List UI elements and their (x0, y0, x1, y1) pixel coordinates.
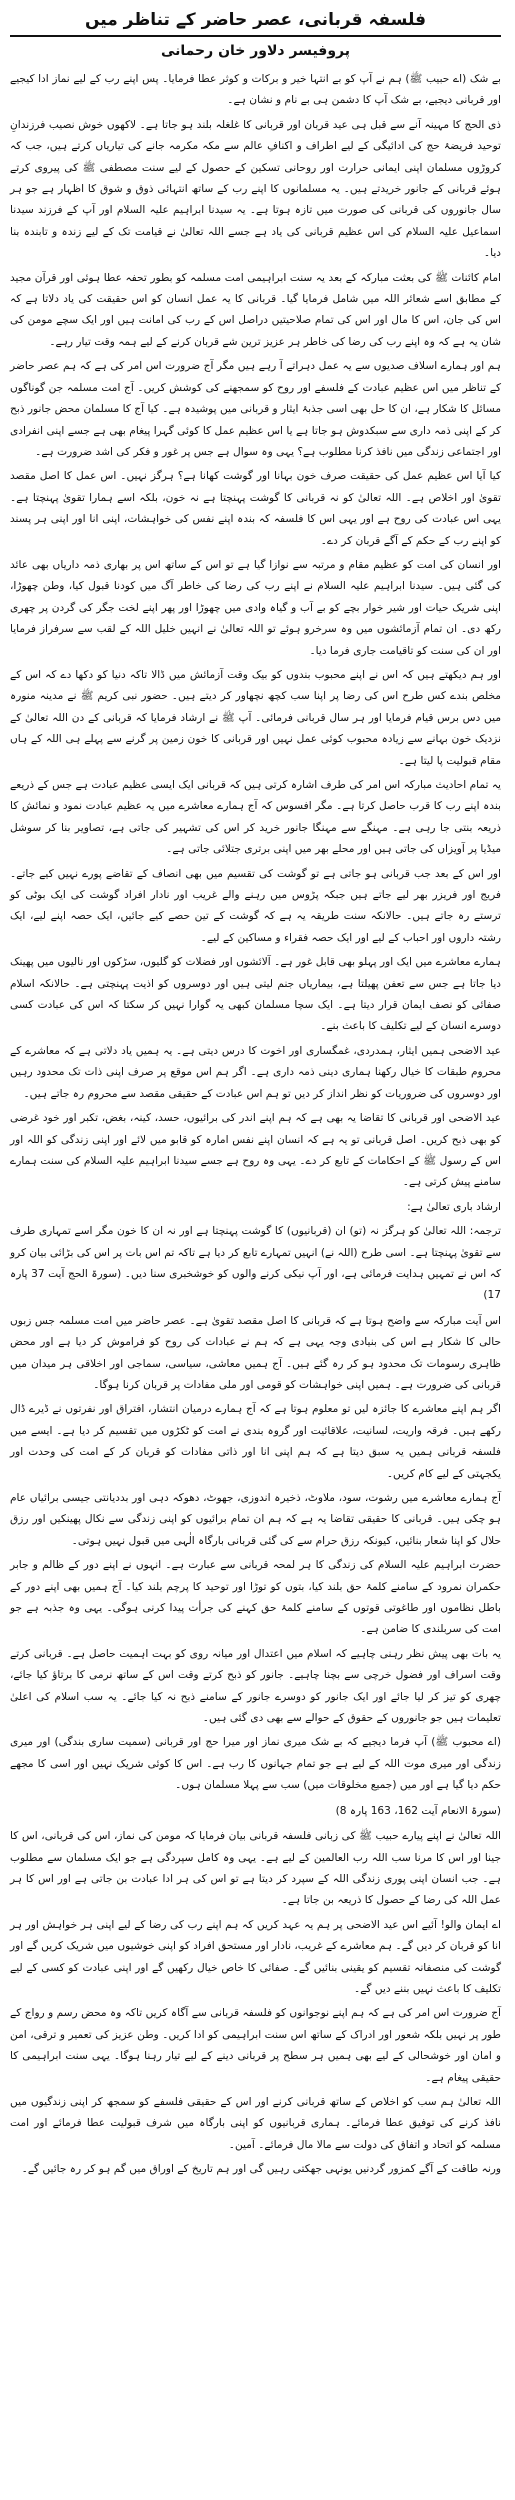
article-paragraph: آج ضرورت اس امر کی ہے کہ ہم اپنے نوجوانوں کو فلسفہ قربانی سے آگاہ کریں تاکہ وہ محض رسم و رواج کے طور پر نہیں بلکہ شعور اور ادراک کے ساتھ اس سنت ابراہیمی کو ادا کریں۔ وطن عزیز کی تعمیر و ترقی، امن و امان اور خوشحالی کے لیے بھی ہمیں ہر سطح پر قربانی دینے کے لیے تیار رہنا ہوگا۔ یہی سنت ابراہیمی کا حقیقی پیغام ہے۔ (10, 2007, 501, 2084)
quran-verse-translation: ترجمہ: اللہ تعالیٰ کو ہرگز نہ (تو) ان (قربانیوں) کا گوشت پہنچتا ہے اور نہ ان کا خون مگر اسے تمہاری طرف سے تقویٰ پہنچتا ہے۔ اسی طرح (اللہ نے) انہیں تمہارے تابع کر دیا ہے تاکہ تم اس بات پر اس کی بڑائی بیان کرو کہ اس نے تمہیں ہدایت فرمائی ہے، اور آپ نیکی کرنے والوں کو خوشخبری سنا دیں۔ (سورۃ الحج آیت 37 پارہ 17) (10, 1225, 501, 1302)
article-paragraph: امام کائنات ﷺ کی بعثت مبارکہ کے بعد یہ سنت ابراہیمی امت مسلمہ کو بطور تحفہ عطا ہوئی اور قرآن مجید کے مطابق اسے شعائر اللہ میں شامل فرمایا گیا۔ قربانی کا یہ عمل انسان کو اس حقیقت کی یاد دلاتا ہے کہ اس کی جان، اس کا مال اور اس کی تمام صلاحیتیں دراصل اس کے رب کی امانت ہیں اور ایک سچے مومن کی شان یہ ہے کہ وہ اپنے رب کی رضا کی خاطر ہر عزیز ترین شے قربان کرنے کے لیے ہمہ وقت تیار رہے۔ (10, 271, 501, 348)
article-author: پروفیسر دلاور خان رحمانی (160, 43, 350, 59)
article-paragraph: اور اس کے بعد جب قربانی ہو جاتی ہے تو گوشت کی تقسیم میں بھی انصاف کے تقاضے پورے نہیں کیے جاتے۔ فریج اور فریزر بھر لیے جاتے ہیں جبکہ پڑوس میں رہنے والے غریب اور نادار افراد گوشت کی ایک بوٹی کو ترستے رہ جاتے ہیں۔ حالانکہ سنت طریقہ یہ ہے کہ گوشت کے تین حصے کیے جائیں، ایک حصہ اپنے لیے، ایک رشتہ داروں اور احباب کے لیے اور ایک حصہ فقراء و مساکین کے لیے۔ (10, 867, 501, 944)
article-paragraph: عید الاضحی اور قربانی کا تقاضا یہ بھی ہے کہ ہم اپنے اندر کی برائیوں، حسد، کینہ، بغض، تکبر اور خود غرضی کو بھی ذبح کریں۔ اصل قربانی تو یہ ہے کہ انسان اپنے نفس امارہ کو قابو میں لائے اور اپنی زندگی کو اللہ اور اس کے رسول ﷺ کے احکامات کے تابع کر دے۔ یہی وہ روح ہے جسے سیدنا ابراہیم علیہ السلام کی سنت ہمارے سامنے پیش کرتی ہے۔ (10, 1112, 501, 1189)
article-paragraph: اللہ تعالیٰ نے اپنے پیارے حبیب ﷺ کی زبانی فلسفہ قربانی بیان فرمایا کہ مومن کی نماز، اس کی قربانی، اس کا جینا اور اس کا مرنا سب اللہ رب العالمین کے لیے ہے۔ یہی وہ کامل سپردگی ہے جو ایک مسلمان سے مطلوب ہے۔ جب انسان اپنی پوری زندگی اللہ کے سپرد کر دیتا ہے تو اس کی ہر ادا عبادت بن جاتی ہے اور اس کا ہر عمل اللہ کی رضا کے حصول کا ذریعہ بن جاتا ہے۔ (10, 1830, 501, 1907)
article-paragraph: حضرت ابراہیم علیہ السلام کی زندگی کا ہر لمحہ قربانی سے عبارت ہے۔ انہوں نے اپنے دور کے ظالم و جابر حکمران نمرود کے سامنے کلمۂ حق بلند کیا، بتوں کو توڑا اور توحید کا پرچم بلند کیا۔ آج ہمیں بھی اپنے دور کے باطل نظاموں اور طاغوتی قوتوں کے سامنے کلمۂ حق کہنے کی جرأت پیدا کرنی ہوگی۔ یہی وہ جذبہ ہے جو امت کی سربلندی کا ضامن ہے۔ (10, 1559, 501, 1636)
title-underline (10, 35, 501, 37)
article-paragraph: اللہ تعالیٰ ہم سب کو اخلاص کے ساتھ قربانی کرنے اور اس کے حقیقی فلسفے کو سمجھ کر اپنی زندگیوں میں نافذ کرنے کی توفیق عطا فرمائے۔ ہماری قربانیوں کو اپنی بارگاہ میں شرف قبولیت عطا فرمائے اور امت مسلمہ کو اتحاد و اتفاق کی دولت سے مالا مال فرمائے۔ آمین۔ (10, 2095, 501, 2151)
article-paragraph: ارشاد باری تعالیٰ ہے: (407, 1200, 501, 1213)
article-title: فلسفہ قربانی، عصر حاضر کے تناظر میں (84, 10, 427, 30)
article-paragraph: اور ہم دیکھتے ہیں کہ اس نے اپنے محبوب بندوں کو بیک وقت آزمائش میں ڈالا تاکہ دنیا کو دکھا دے کہ اس کے مخلص بندے کس طرح اس کی رضا پر اپنا سب کچھ نچھاور کر دیتے ہیں۔ حضور نبی کریم ﷺ نے مدینہ منورہ میں دس برس قیام فرمایا اور ہر سال قربانی فرمائی۔ آپ ﷺ نے ارشاد فرمایا کہ قربانی کے دن اللہ تعالیٰ کے نزدیک خون بہانے سے زیادہ محبوب کوئی عمل نہیں اور قربانی کا خون زمین پر گرنے سے پہلے ہی اللہ کے ہاں مقام قبولیت پا لیتا ہے۔ (10, 668, 501, 767)
article-paragraph: کیا آیا اس عظیم عمل کی حقیقت صرف خون بہانا اور گوشت کھانا ہے؟ ہرگز نہیں۔ اس عمل کا اصل مقصد تقویٰ اور اخلاص ہے۔ اللہ تعالیٰ کو نہ قربانی کا گوشت پہنچتا ہے نہ خون، بلکہ اسے ہمارا تقویٰ پہنچتا ہے۔ یہی اس عبادت کی روح ہے اور یہی اس کا فلسفہ کہ بندہ اپنے نفس کی خواہشات، اپنی انا اور اپنی ہر پسند کو اپنے رب کے حکم کے آگے قربان کر دے۔ (10, 470, 501, 547)
article-paragraph: بے شک (اے حبیب ﷺ) ہم نے آپ کو بے انتہا خیر و برکات و کوثر عطا فرمایا۔ پس اپنے رب کے لیے نماز ادا کیجیے اور قربانی دیجیے، بے شک آپ کا دشمن ہی بے نام و نشان ہے۔ (10, 73, 501, 107)
article-paragraph: اس آیت مبارکہ سے واضح ہوتا ہے کہ قربانی کا اصل مقصد تقویٰ ہے۔ عصر حاضر میں امت مسلمہ جس زبوں حالی کا شکار ہے اس کی بنیادی وجہ یہی ہے کہ ہم نے عبادات کی روح کو فراموش کر دیا ہے اور محض ظاہری رسومات تک محدود ہو کر رہ گئے ہیں۔ آج ہمیں معاشی، سیاسی، سماجی اور اخلاقی ہر میدان میں قربانی کی ضرورت ہے۔ ہمیں اپنی خواہشات کو قومی اور ملی مفادات پر قربان کرنا ہوگا۔ (10, 1314, 501, 1391)
article-paragraph: ہم اور ہمارے اسلاف صدیوں سے یہ عمل دہراتے آ رہے ہیں مگر آج ضرورت اس امر کی ہے کہ ہم عصر حاضر کے تناظر میں اس عظیم عبادت کے فلسفے اور روح کو سمجھنے کی کوشش کریں۔ آج امت مسلمہ جن گوناگوں مسائل کا شکار ہے، ان کا حل بھی اسی جذبۂ ایثار و قربانی میں پوشیدہ ہے۔ کیا آج کا مسلمان محض جانور ذبح کر کے اپنی ذمہ داری سے سبکدوش ہو جاتا ہے یا اس عظیم عمل کا کوئی گہرا پیغام بھی ہے جسے اپنی انفرادی اور اجتماعی زندگی میں نافذ کرنا مطلوب ہے؟ یہی وہ سوال ہے جس پر غور و فکر کی اشد ضرورت ہے۔ (10, 360, 501, 458)
verse-reference: (سورۃ الانعام آیت 162، 163 پارہ 8) (335, 1804, 501, 1817)
article-paragraph: یہ بات بھی پیش نظر رہنی چاہیے کہ اسلام میں اعتدال اور میانہ روی کو بہت اہمیت حاصل ہے۔ قربانی کرتے وقت اسراف اور فضول خرچی سے بچنا چاہیے۔ جانور کو ذبح کرتے وقت اس کے ساتھ نرمی کا برتاؤ کیا جائے، چھری کو تیز کر لیا جائے اور ایک جانور کو دوسرے جانور کے سامنے ذبح نہ کیا جائے۔ یہ سب اسلام کی اعلیٰ تعلیمات ہیں جو جانوروں کے حقوق کے حوالے سے بھی دی گئی ہیں۔ (10, 1647, 501, 1725)
article-paragraph: عید الاضحی ہمیں ایثار، ہمدردی، غمگساری اور اخوت کا درس دیتی ہے۔ یہ ہمیں یاد دلاتی ہے کہ معاشرے کے محروم طبقات کا خیال رکھنا ہماری دینی ذمہ داری ہے۔ اگر ہم اس موقع پر صرف اپنی ذات تک محدود رہیں اور دوسروں کی ضروریات کو نظر انداز کر دیں تو ہم اس عبادت کے حقیقی مقصد سے محروم رہ جاتے ہیں۔ (10, 1044, 501, 1100)
quran-verse-translation: (اے محبوب ﷺ) آپ فرما دیجیے کہ بے شک میری نماز اور میرا حج اور قربانی (سمیت ساری بندگی) اور میری زندگی اور میری موت اللہ کے لیے ہے جو تمام جہانوں کا رب ہے۔ اس کا کوئی شریک نہیں اور اسی کا مجھے حکم دیا گیا ہے اور میں (جمیع مخلوقات میں) سب سے پہلا مسلمان ہوں۔ (10, 1736, 501, 1792)
article-paragraph: اگر ہم اپنے معاشرے کا جائزہ لیں تو معلوم ہوتا ہے کہ آج ہمارے درمیان انتشار، افتراق اور نفرتوں نے ڈیرے ڈال رکھے ہیں۔ فرقہ واریت، لسانیت، علاقائیت اور گروہ بندی نے امت کو ٹکڑوں میں تقسیم کر دیا ہے۔ ایسے میں فلسفہ قربانی ہمیں یہ سبق دیتا ہے کہ ہم اپنی انا اور ذاتی مفادات کو قربان کر کے امت کی وحدت اور یکجہتی کے لیے کام کریں۔ (10, 1403, 501, 1480)
article-body (10, 69, 501, 2181)
article-paragraph: یہ تمام احادیث مبارکہ اس امر کی طرف اشارہ کرتی ہیں کہ قربانی ایک ایسی عظیم عبادت ہے جس کے ذریعے بندہ اپنے رب کا قرب حاصل کرتا ہے۔ مگر افسوس کہ آج ہمارے معاشرے میں یہ عظیم عبادت نمود و نمائش کا ذریعہ بنتی جا رہی ہے۔ مہنگے سے مہنگا جانور خرید کر اس کی تشہیر کی جاتی ہے، تصاویر بنا کر سوشل میڈیا پر آویزاں کی جاتی ہیں اور محلے بھر میں اپنی برتری جتلائی جاتی ہے۔ (10, 779, 501, 856)
article-paragraph: اور انسان کی امت کو عظیم مقام و مرتبہ سے نوازا گیا ہے تو اس کے ساتھ اس پر بھاری ذمہ داریاں بھی عائد کی گئی ہیں۔ سیدنا ابراہیم علیہ السلام نے اپنے رب کی رضا کی خاطر آگ میں کودنا قبول کیا، وطن چھوڑا، اپنی شریک حیات اور شیر خوار بچے کو بے آب و گیاہ وادی میں چھوڑا اور پھر اپنے لخت جگر کی گردن پر چھری رکھ دی۔ ان تمام آزمائشوں میں وہ سرخرو ہوئے تو اللہ تعالیٰ نے انہیں خلیل اللہ کے لقب سے سرفراز فرمایا اور ان کی سنت کو تاقیامت جاری فرما دیا۔ (10, 558, 501, 657)
article-paragraph: اے ایمان والو! آئیے اس عید الاضحی پر ہم یہ عہد کریں کہ ہم اپنے رب کی رضا کے لیے اپنی ہر خواہش اور ہر انا کو قربان کر دیں گے۔ ہم معاشرے کے غریب، نادار اور مستحق افراد کو اپنی خوشیوں میں شریک کریں گے اور گوشت کی منصفانہ تقسیم کو یقینی بنائیں گے۔ صفائی کا خاص خیال رکھیں گے اور اپنی عبادت کو کسی کے لیے تکلیف کا باعث نہیں بننے دیں گے۔ (10, 1918, 501, 1995)
article-paragraph: ورنہ طاقت کے آگے کمزور گردنیں یونہی جھکتی رہیں گی اور ہم تاریخ کے اوراق میں گم ہو کر رہ جائیں گے۔ (21, 2163, 501, 2176)
article-paragraph: آج ہمارے معاشرے میں رشوت، سود، ملاوٹ، ذخیرہ اندوزی، جھوٹ، دھوکہ دہی اور بددیانتی جیسی برائیاں عام ہو چکی ہیں۔ قربانی کا حقیقی تقاضا یہ ہے کہ ہم ان تمام برائیوں کو اپنی زندگی سے نکال پھینکیں اور رزق حلال کو اپنا شعار بنائیں، کیونکہ رزق حرام سے کی گئی قربانی بارگاہ الٰہی میں قبول نہیں ہوتی۔ (10, 1492, 501, 1547)
article-paragraph: ذی الحج کا مہینہ آنے سے قبل ہی عید قربان اور قربانی کا غلغلہ بلند ہو جاتا ہے۔ لاکھوں خوش نصیب فرزندانِ توحید فریضۂ حج کی ادائیگی کے لیے اطراف و اکنافِ عالم سے مکہ مکرمہ جانے کی تیاریاں کرتے ہیں، جب کہ کروڑوں مسلمان اپنی ایمانی حرارت اور روحانی تسکین کے حصول کے لیے سنت مصطفی ﷺ کی پیروی کرتے ہوئے قربانی کے جانور خریدتے ہیں۔ یہ مسلمانوں کا اپنے رب کے ساتھ انتہائی ذوق و شوق کا اظہار ہے جو ہر سال جانوروں کی قربانی کی صورت میں تازہ ہوتا ہے۔ یہ سیدنا ابراہیم علیہ السلام اور آپ کے فرزند سیدنا اسماعیل علیہ السلام کی اس عظیم قربانی کی یاد ہے جسے اللہ تعالیٰ نے قیامت تک کے لیے زندہ و تابندہ بنا دیا۔ (10, 118, 501, 260)
article-paragraph: ہمارے معاشرے میں ایک اور پہلو بھی قابل غور ہے۔ آلائشوں اور فضلات کو گلیوں، سڑکوں اور نالیوں میں پھینک دیا جاتا ہے جس سے تعفن پھیلتا ہے، بیماریاں جنم لیتی ہیں اور دوسروں کو اذیت پہنچتی ہے۔ حالانکہ اسلام صفائی کو نصف ایمان قرار دیتا ہے۔ ایک سچا مسلمان کبھی یہ گوارا نہیں کر سکتا کہ اس کی عبادت کسی دوسرے انسان کے لیے تکلیف کا باعث بنے۔ (10, 956, 501, 1033)
